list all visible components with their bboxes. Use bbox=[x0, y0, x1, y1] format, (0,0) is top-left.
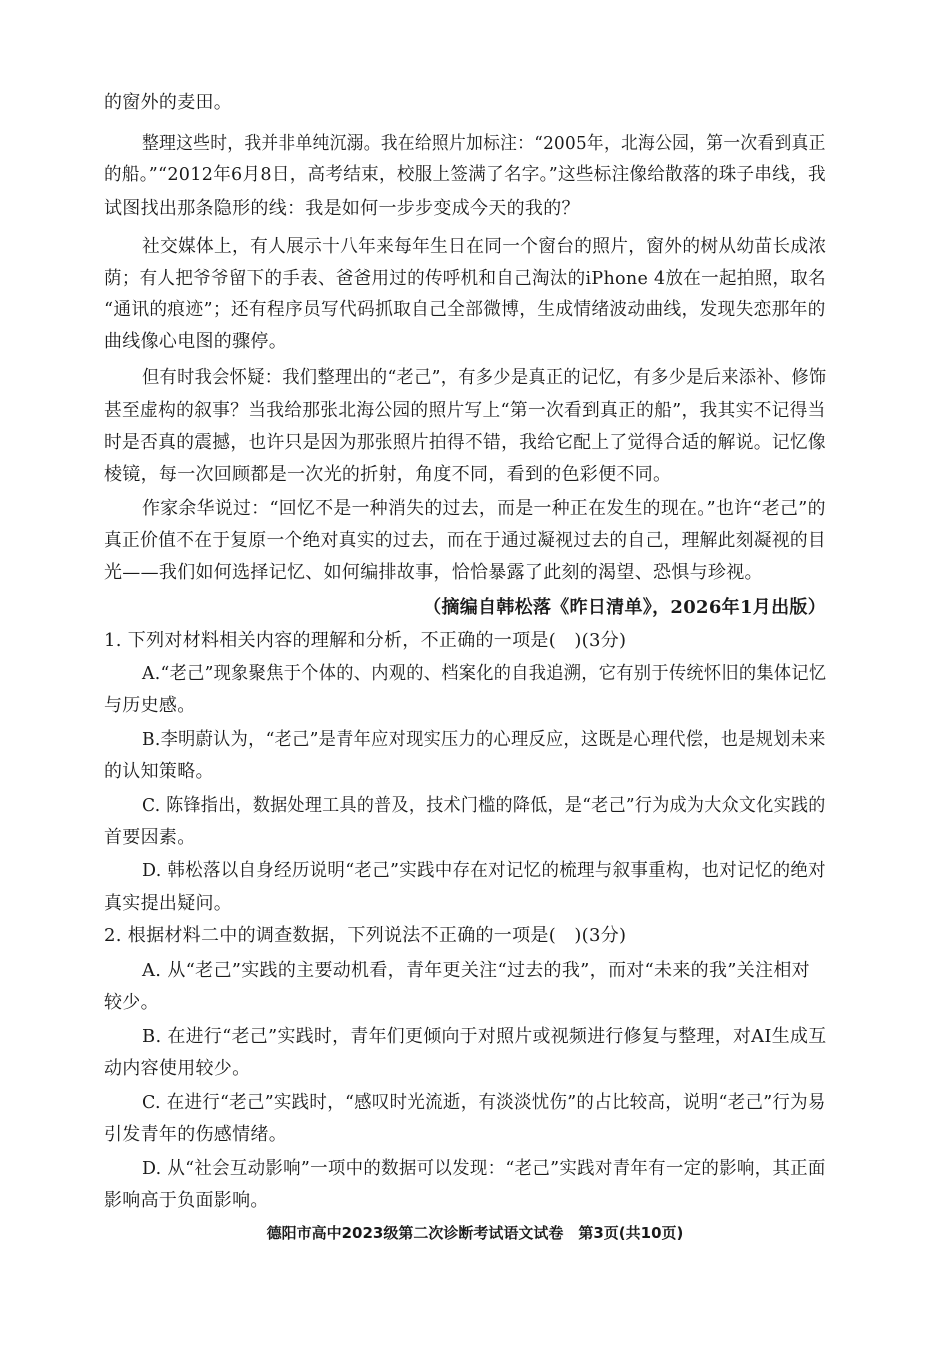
text-line: 的窗外的麦田。 bbox=[104, 92, 233, 113]
text-line: 作家余华说过：“回忆不是一种消失的过去，而是一种正在发生的现在。”也许“老己”的 bbox=[142, 498, 826, 519]
question-1-option-d: D. 韩松落以自身经历说明“老己”实践中存在对记忆的梳理与叙事重构，也对记忆的绝对 bbox=[142, 860, 826, 881]
question-2-option-a: 较少。 bbox=[104, 992, 159, 1013]
text-line: 社交媒体上，有人展示十八年来每年生日在同一个窗台的照片，窗外的树从幼苗长成浓 bbox=[142, 236, 827, 257]
question-1-stem: 1. 下列对材料相关内容的理解和分析，不正确的一项是( )(3分) bbox=[104, 630, 627, 651]
text-line: 整理这些时，我并非单纯沉溺。我在给照片加标注：“2005年，北海公园，第一次看到真正 bbox=[142, 133, 826, 154]
text-line: 时是否真的震撼，也许只是因为那张照片拍得不错，我给它配上了觉得合适的解说。记忆像 bbox=[104, 432, 826, 453]
question-2-option-b: 动内容使用较少。 bbox=[104, 1058, 251, 1079]
question-1-option-b: 的认知策略。 bbox=[104, 761, 214, 782]
question-2-stem: 2. 根据材料二中的调查数据，下列说法不正确的一项是( )(3分) bbox=[104, 925, 627, 946]
text-line: 棱镜，每一次回顾都是一次光的折射，角度不同，看到的色彩便不同。 bbox=[104, 464, 672, 485]
question-2-option-c: C. 在进行“老己”实践时，“感叹时光流逝，有淡淡忧伤”的占比较高，说明“老己”行为易 bbox=[142, 1092, 826, 1113]
text-line: 真正价值不在于复原一个绝对真实的过去，而在于通过凝视过去的自己，理解此刻凝视的目 bbox=[104, 530, 826, 551]
question-1-option-a: A.“老己”现象聚焦于个体的、内观的、档案化的自我追溯，它有别于传统怀旧的集体记忆 bbox=[142, 663, 827, 684]
text-line: 试图找出那条隐形的线：我是如何一步步变成今天的我的？ bbox=[104, 198, 580, 219]
text-line: “通讯的痕迹”；还有程序员写代码抓取自己全部微博，生成情绪波动曲线，发现失恋那年的 bbox=[104, 299, 826, 320]
question-2-option-a: A. 从“老己”实践的主要动机看，青年更关注“过去的我”，而对“未来的我”关注相对 bbox=[142, 960, 810, 981]
question-1-option-a: 与历史感。 bbox=[104, 695, 196, 716]
question-2-option-c: 引发青年的伤感情绪。 bbox=[104, 1124, 287, 1145]
question-1-option-c: 首要因素。 bbox=[104, 827, 196, 848]
text-line: 甚至虚构的叙事？当我给那张北海公园的照片写上“第一次看到真正的船”，我其实不记得当 bbox=[104, 400, 826, 421]
question-2-option-d: 影响高于负面影响。 bbox=[104, 1190, 269, 1211]
source-citation: （摘编自韩松落《昨日清单》，2026年1月出版） bbox=[423, 597, 826, 618]
text-line: 荫；有人把爷爷留下的手表、爸爸用过的传呼机和自己淘汰的iPhone 4放在一起拍照，取名 bbox=[104, 268, 826, 289]
question-2-option-b: B. 在进行“老己”实践时，青年们更倾向于对照片或视频进行修复与整理，对AI生成互 bbox=[142, 1026, 827, 1047]
text-line: 但有时我会怀疑：我们整理出的“老己”，有多少是真正的记忆，有多少是后来添补、修饰 bbox=[142, 367, 827, 388]
question-1-option-b: B.李明蔚认为，“老己”是青年应对现实压力的心理反应，这既是心理代偿，也是规划未来 bbox=[142, 729, 826, 750]
question-1-option-c: C. 陈锋指出，数据处理工具的普及，技术门槛的降低，是“老己”行为成为大众文化实践的 bbox=[142, 795, 826, 816]
question-2-option-d: D. 从“社会互动影响”一项中的数据可以发现：“老己”实践对青年有一定的影响，其正面 bbox=[142, 1158, 826, 1179]
text-line: 曲线像心电图的骤停。 bbox=[104, 331, 287, 352]
page-footer: 德阳市高中2023级第二次诊断考试语文试卷 第3页(共10页) bbox=[266, 1224, 684, 1242]
text-line: 的船。”“2012年6月8日，高考结束，校服上签满了名字。”这些标注像给散落的珠子串线，我 bbox=[104, 164, 826, 185]
question-1-option-d: 真实提出疑问。 bbox=[104, 893, 233, 914]
text-line: 光——我们如何选择记忆、如何编排故事，恰恰暴露了此刻的渴望、恐惧与珍视。 bbox=[104, 562, 763, 583]
